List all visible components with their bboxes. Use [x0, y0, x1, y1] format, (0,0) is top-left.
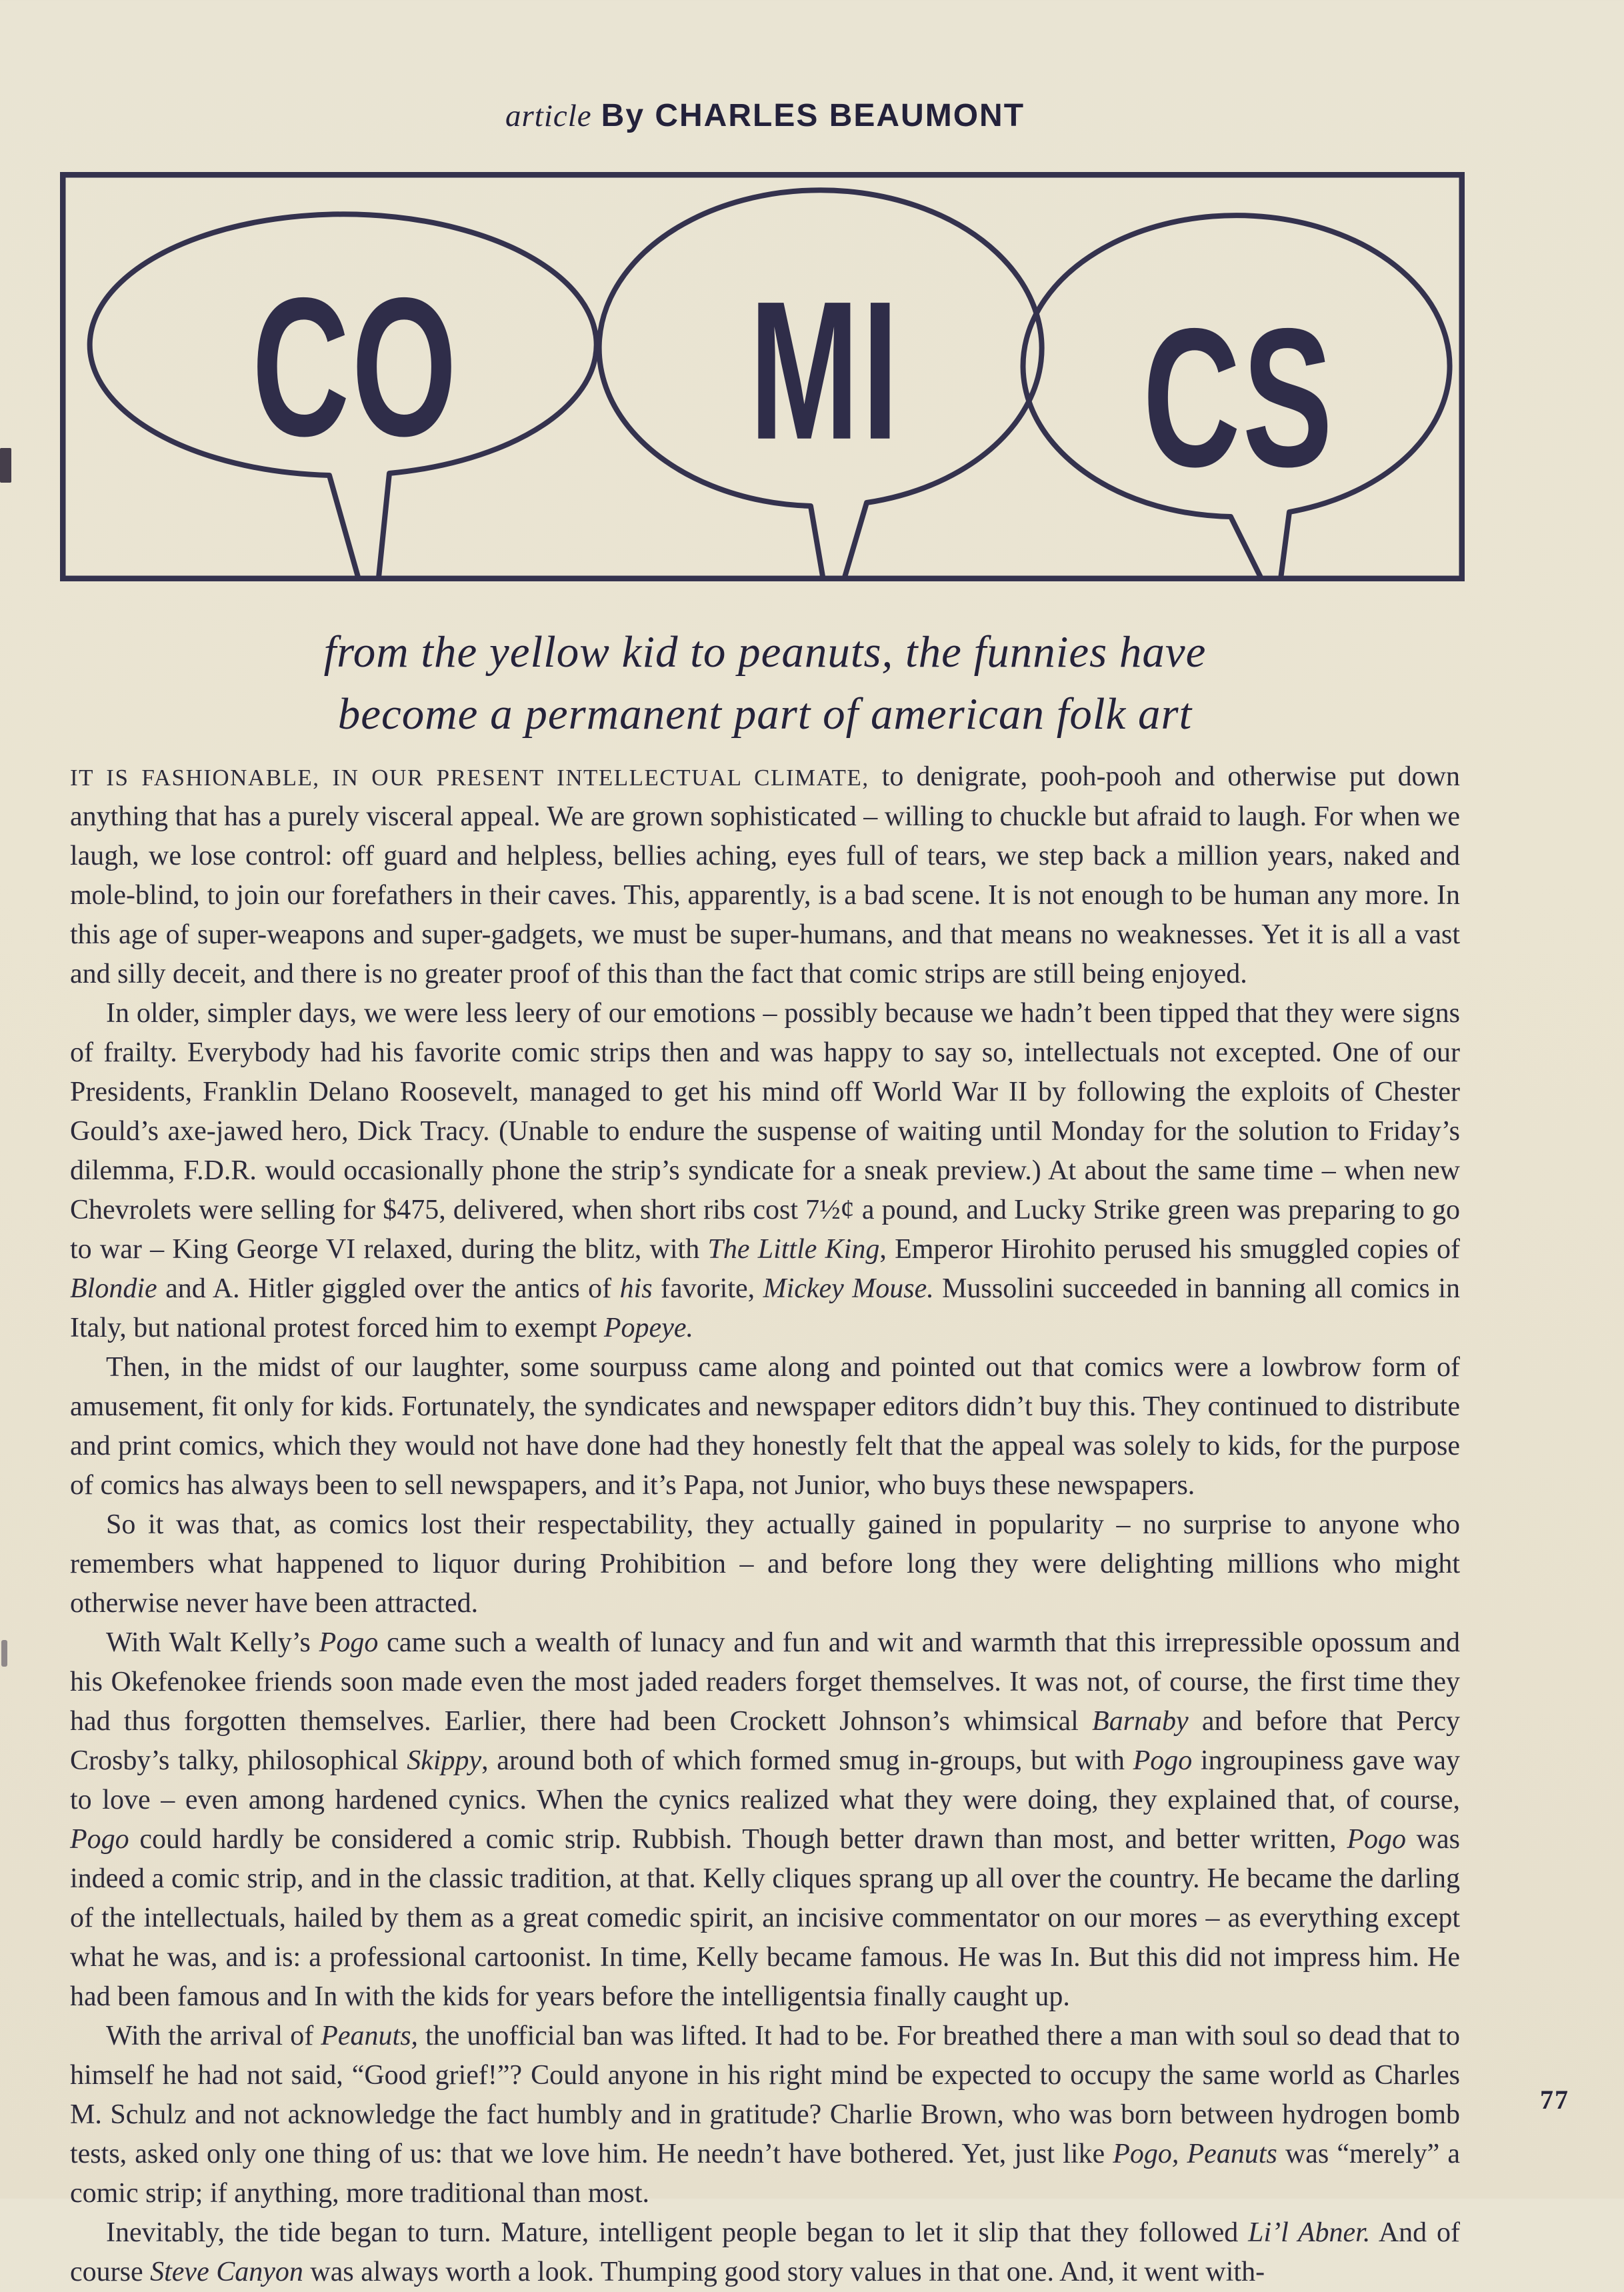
article-paragraph: Inevitably, the tide began to turn. Mature, intelligent people began to let it slip that they followed Li’l Abner. And of course Steve Canyon was always worth a look. Thumping good story values in that one. And, it went with-	[70, 2217, 1460, 2287]
article-deck	[70, 621, 1460, 745]
article-body	[70, 757, 1460, 2292]
article-header	[70, 97, 1460, 134]
page-number: 77	[1540, 2085, 1569, 2115]
article-paragraph: So it was that, as comics lost their respectability, they actually gained in popularity – no surprise to anyone who remembers what happened to liquor during Prohibition – and before long they were delighting millions who might otherwise never have been attracted.	[70, 1509, 1460, 1619]
print-artifact-mark	[0, 448, 11, 483]
balloon-text-mi: MI	[749, 260, 901, 481]
article-paragraph: With the arrival of Peanuts, the unofficial ban was lifted. It had to be. For breathed there a man with soul so dead that to himself he had not said, “Good grief!”? Could anyone in his right mind be expected to occupy the same world as Charles M. Schulz and not acknowledge the fact humbly and in gratitude? Charlie Brown, who was born between hydrogen bomb tests, asked only one thing of us: that we love him. He needn’t have bothered. Yet, just like Pogo, Peanuts was “merely” a comic strip; if anything, more traditional than most.	[70, 2021, 1460, 2209]
kicker-label: article	[505, 99, 592, 133]
article-paragraph: IT IS FASHIONABLE, IN OUR PRESENT INTELLECTUAL CLIMATE, to denigrate, pooh-pooh and otherwise put down anything that has a purely visceral appeal. We are grown sophisticated – willing to chuckle but afraid to laugh. For when we laugh, we lose control: off guard and helpless, bellies aching, eyes full of tears, we step back a million years, naked and mole-blind, to join our forefathers in their caves. This, apparently, is a bad scene. It is not enough to be human any more. In this age of super-weapons and super-gadgets, we must be super-humans, and that means no weaknesses. Yet it is all a vast and silly deceit, and there is no greater proof of this than the fact that comic strips are still being enjoyed.	[70, 761, 1460, 989]
article-paragraph: With Walt Kelly’s Pogo came such a wealth of lunacy and fun and wit and warmth that this irrepressible opossum and his Okefenokee friends soon made even the most jaded readers forget themselves. It was not, of course, the first time they had thus forgotten themselves. Earlier, there had been Crockett Johnson’s whimsical Barnaby and before that Percy Crosby’s talky, philosophical Skippy, around both of which formed smug in-groups, but with Pogo ingroupiness gave way to love – even among hardened cynics. When the cynics realized what they were doing, they explained that, of course, Pogo could hardly be considered a comic strip. Rubbish. Though better drawn than most, and better written, Pogo was indeed a comic strip, and in the classic tradition, at that. Kelly cliques sprang up all over the country. He became the darling of the intellectuals, hailed by them as a great comedic spirit, an incisive commentator on our mores – as everything except what he was, and is: a professional cartoonist. In time, Kelly became famous. He was In. But this did not impress him. He had been famous and In with the kids for years before the intelligentsia finally caught up.	[70, 1627, 1460, 2012]
comics-title-figure	[60, 172, 1465, 581]
deck-line-1: from the yellow kid to peanuts, the funnies have	[323, 627, 1207, 677]
article-paragraph: Then, in the midst of our laughter, some sourpuss came along and pointed out that comics were a lowbrow form of amusement, fit only for kids. Fortunately, the syndicates and newspaper editors didn’t buy this. They continued to distribute and print comics, which they would not have done had they honestly felt that the appeal was solely to kids, for the purpose of comics has always been to sell newspapers, and it’s Papa, not Junior, who buys these newspapers.	[70, 1352, 1460, 1501]
balloon-text-cs: CS	[1143, 287, 1335, 508]
print-artifact-mark	[1, 1640, 7, 1667]
speech-balloons-illustration	[60, 172, 1465, 581]
deck-line-2: become a permanent part of american folk art	[337, 689, 1193, 739]
article-paragraph: In older, simpler days, we were less leery of our emotions – possibly because we hadn’t been tipped that they were signs of frailty. Everybody had his favorite comic strips then and was happy to say so, intellectuals not excepted. One of our Presidents, Franklin Delano Roosevelt, managed to get his mind off World War II by following the exploits of Chester Gould’s axe-jawed hero, Dick Tracy. (Unable to endure the suspense of waiting until Monday for the solution to Friday’s dilemma, F.D.R. would occasionally phone the strip’s syndicate for a sneak preview.) At about the same time – when new Chevrolets were selling for $475, delivered, when short ribs cost 7½¢ a pound, and Lucky Strike green was preparing to go to war – King George VI relaxed, during the blitz, with The Little King, Emperor Hirohito perused his smuggled copies of Blondie and A. Hitler giggled over the antics of his favorite, Mickey Mouse. Mussolini succeeded in banning all comics in Italy, but national protest forced him to exempt Popeye.	[70, 998, 1461, 1343]
balloon-text-co: CO	[251, 256, 459, 477]
byline: By CHARLES BEAUMONT	[601, 98, 1025, 133]
